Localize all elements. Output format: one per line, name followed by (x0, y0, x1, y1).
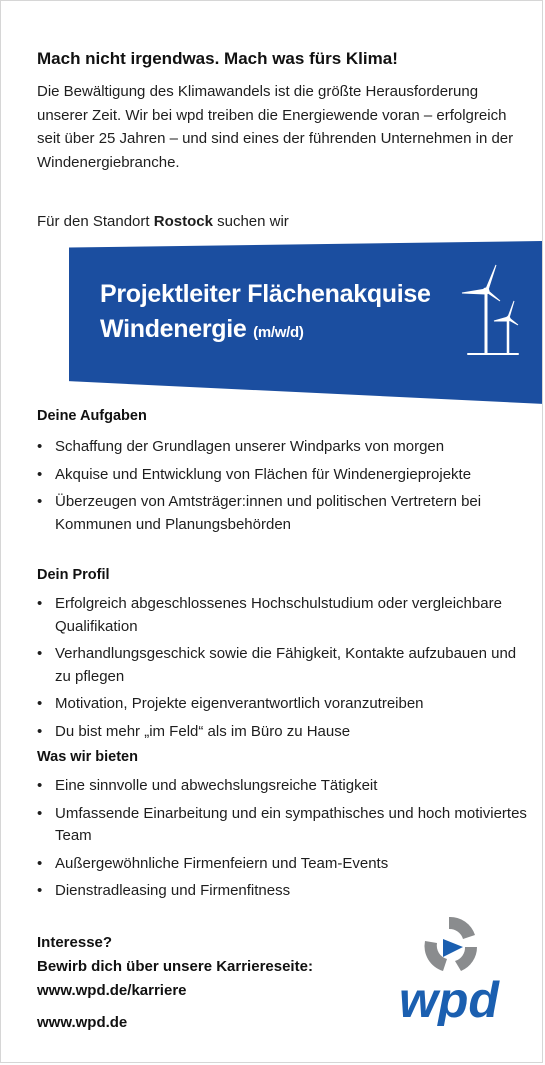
wpd-logo-icon (391, 911, 511, 1026)
profil-list (37, 593, 527, 748)
list-item: • Überzeugen von Amtsträger:innen und politischen Vertretern bei Kommunen und Planungsbehörden (37, 491, 527, 536)
contact-interest: Interesse? (37, 934, 113, 951)
location-prefix: Für den Standort (37, 213, 150, 230)
list-item: • Akquise und Entwicklung von Flächen für Windenergieprojekte (37, 464, 527, 487)
job-title (100, 277, 431, 350)
intro-text: Die Bewältigung des Klimawandels ist die größte Herausforderung unserer Zeit. Wir bei wpd treiben die Energiewende voran – erfolgreich seit über 25 Jahren – und sind eines der führenden Unternehmen in der Windenergiebranche. (37, 83, 514, 171)
contact-block (37, 931, 313, 1003)
location-city: Rostock (153, 213, 213, 230)
aufgaben-list (37, 436, 527, 541)
list-item: • Verhandlungsgeschick sowie die Fähigkeit, Kontakte aufzubauen und zu pflegen (37, 643, 527, 688)
contact-apply: Bewirb dich über unsere Karriereseite: (37, 958, 313, 975)
gender-label: (m/w/d) (253, 324, 304, 341)
section-heading-profil: Dein Profil (37, 567, 110, 583)
location-suffix: suchen wir (217, 213, 289, 230)
wind-turbine-icon (456, 263, 526, 358)
job-title-line2-text: Windenergie (100, 315, 247, 343)
list-item: • Erfolgreich abgeschlossenes Hochschulstudium oder vergleichbare Qualifikation (37, 593, 527, 638)
job-title-line1: Projektleiter Flächenakquise (100, 280, 431, 308)
section-heading-aufgaben: Deine Aufgaben (37, 408, 147, 424)
location-line (37, 210, 289, 234)
career-link[interactable]: www.wpd.de/karriere (37, 982, 187, 999)
list-item: • Umfassende Einarbeitung und ein sympathisches und hoch motiviertes Team (37, 803, 527, 848)
list-item: • Schaffung der Grundlagen unserer Windparks von morgen (37, 436, 527, 459)
headline: Mach nicht irgendwas. Mach was fürs Klima! (37, 49, 398, 68)
list-item: • Du bist mehr „im Feld“ als im Büro zu Hause (37, 721, 527, 744)
list-item: • Außergewöhnliche Firmenfeiern und Team-Events (37, 853, 527, 876)
list-item: • Motivation, Projekte eigenverantwortlich voranzutreiben (37, 693, 527, 716)
wpd-logo-text: wpd (399, 972, 499, 1026)
list-item: • Dienstradleasing und Firmenfitness (37, 880, 527, 903)
website-link[interactable]: www.wpd.de (37, 1014, 128, 1031)
section-heading-bieten: Was wir bieten (37, 749, 138, 765)
bieten-list (37, 775, 527, 908)
list-item: • Eine sinnvolle und abwechslungsreiche Tätigkeit (37, 775, 527, 798)
job-title-line2 (100, 312, 431, 350)
